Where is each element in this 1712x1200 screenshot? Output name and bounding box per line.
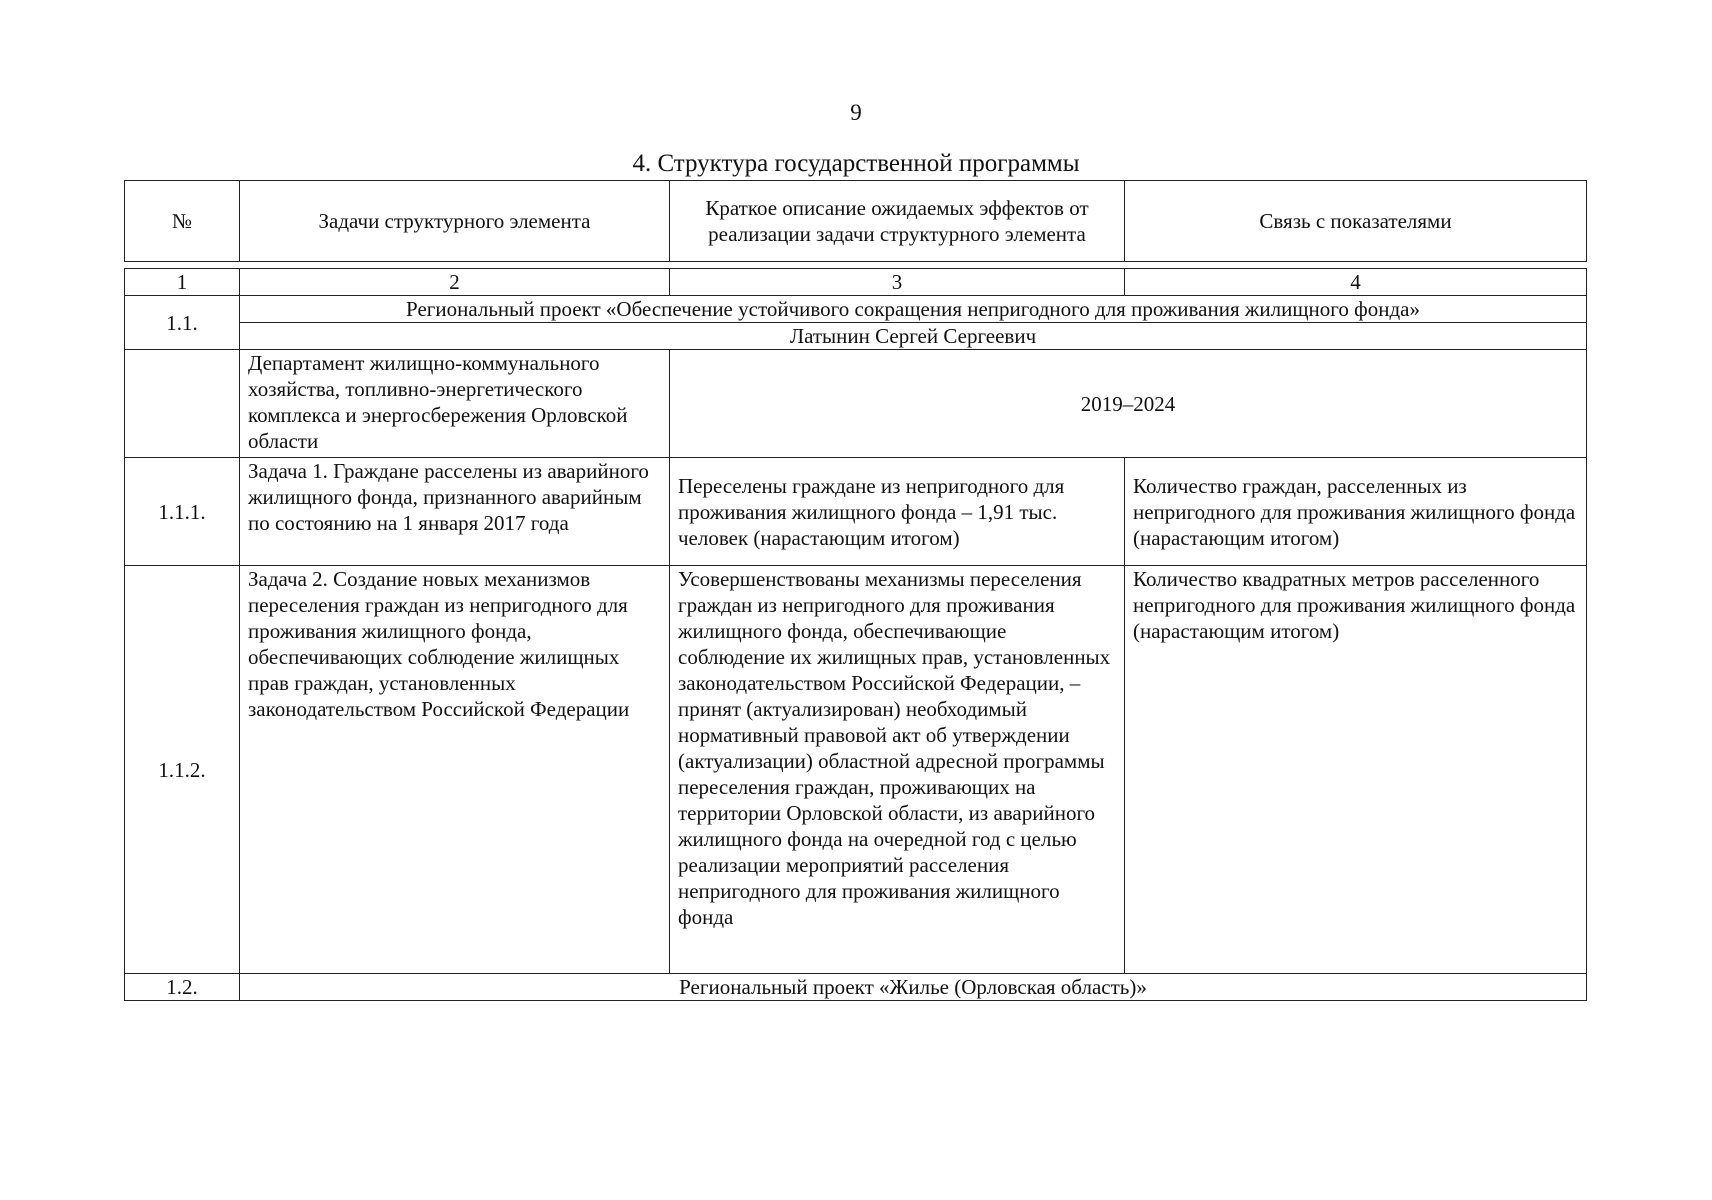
page-number: 9 [850, 100, 862, 125]
project-row [125, 296, 1587, 323]
project-number: 1.2. [125, 974, 240, 1001]
responsible-department: Департамент жилищно-коммунального хозяйства, топливно-энергетического комплекса и энергосбережения Орловской области [240, 350, 670, 458]
task-row [125, 566, 1587, 974]
task-effect: Усовершенствованы механизмы переселения граждан из непригодного для проживания жилищного фонда, обеспечивающие соблюдение их жилищных прав, установленных законодательством Российской Федерации, – принят (актуализирован) необходимый нормативный правовой акт об утверждении (актуализации) областной адресной программы переселения граждан, проживающих на территории Орловской области, из аварийного жилищного фонда на очередной год с целью реализации мероприятий расселения непригодного для проживания жилищного фонда [670, 566, 1125, 974]
project-title: Региональный проект «Жилье (Орловская область)» [240, 974, 1587, 1001]
project-responsible: Латынин Сергей Сергеевич [240, 323, 1587, 350]
task-description: Задача 2. Создание новых механизмов переселения граждан из непригодного для проживания жилищного фонда, обеспечивающих соблюдение жилищных прав граждан, установленных законодательством Российской Федерации [240, 566, 670, 974]
header-effects: Краткое описание ожидаемых эффектов от реализации задачи структурного элемента [670, 181, 1125, 262]
department-row [125, 350, 1587, 458]
structure-table [124, 268, 1587, 1001]
header-number: № [125, 181, 240, 262]
task-description: Задача 1. Граждане расселены из аварийного жилищного фонда, признанного аварийным по состоянию на 1 января 2017 года [240, 458, 670, 566]
header-indicators: Связь с показателями [1125, 181, 1587, 262]
header-tasks: Задачи структурного элемента [240, 181, 670, 262]
task-indicator: Количество граждан, расселенных из непригодного для проживания жилищного фонда (нарастающим итогом) [1125, 458, 1587, 566]
project-number: 1.1. [125, 296, 240, 350]
implementation-period: 2019–2024 [670, 350, 1587, 458]
column-index: 1 [125, 269, 240, 296]
column-index: 2 [240, 269, 670, 296]
task-effect: Переселены граждане из непригодного для проживания жилищного фонда – 1,91 тыс. человек (нарастающим итогом) [670, 458, 1125, 566]
header-row [125, 181, 1587, 262]
task-number: 1.1.1. [125, 458, 240, 566]
project-row [125, 974, 1587, 1001]
task-indicator: Количество квадратных метров расселенного непригодного для проживания жилищного фонда (нарастающим итогом) [1125, 566, 1587, 974]
column-index: 3 [670, 269, 1125, 296]
responsible-row [125, 323, 1587, 350]
column-index: 4 [1125, 269, 1587, 296]
section-title: 4. Структура государственной программы [632, 150, 1080, 177]
table-header [124, 180, 1587, 262]
task-row [125, 458, 1587, 566]
column-index-row [125, 269, 1587, 296]
empty-cell [125, 350, 240, 458]
project-title: Региональный проект «Обеспечение устойчивого сокращения непригодного для проживания жилищного фонда» [240, 296, 1587, 323]
task-number: 1.1.2. [125, 566, 240, 974]
